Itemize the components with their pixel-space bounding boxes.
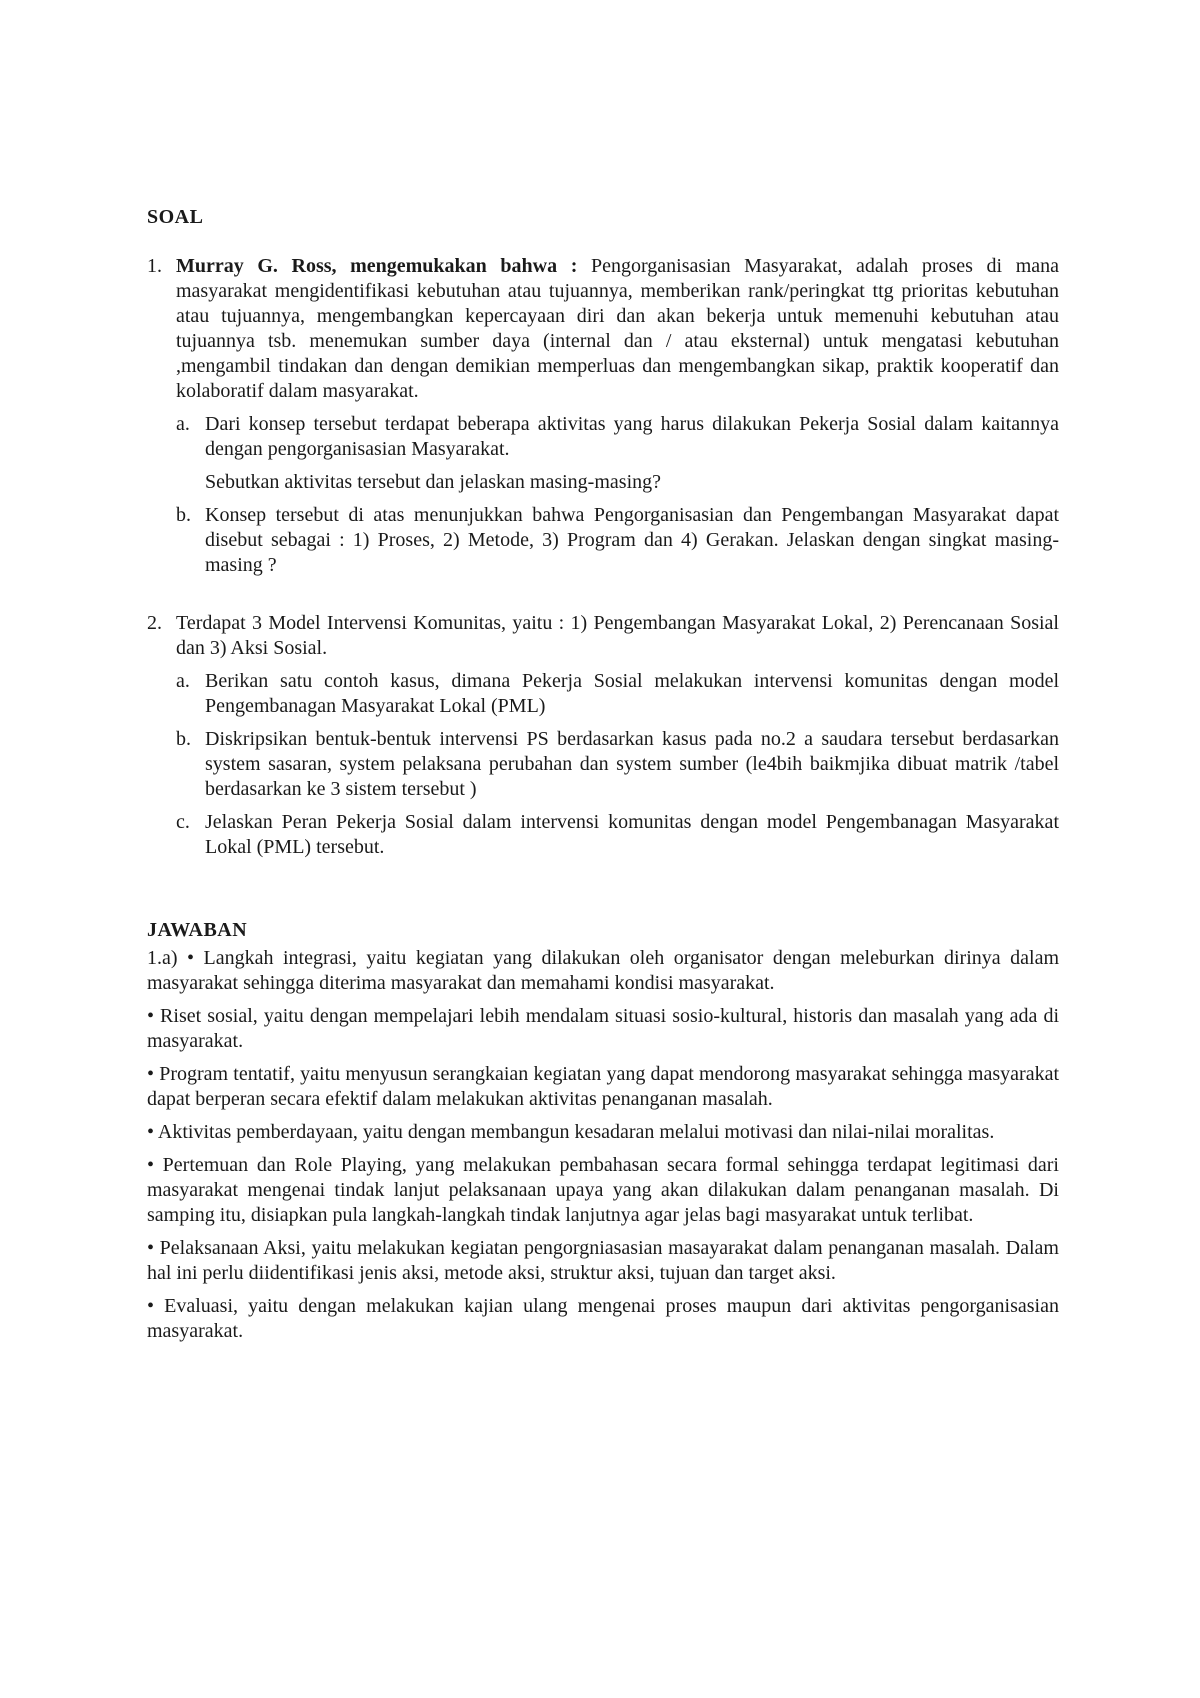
answer-item: • Riset sosial, yaitu dengan mempelajari lebih mendalam situasi sosio-kultural, historis dan masalah yang ada di masyarakat. xyxy=(147,1005,1059,1052)
question-2b xyxy=(176,727,1059,802)
answer-item: • Pertemuan dan Role Playing, yang melakukan pembahasan secara formal sehingga terdapat legitimasi dari masyarakat mengenai tindak lanjut pelaksanaan upaya yang akan dilakukan dalam penanganan masalah. Di samping itu, disiapkan pula langkah-langkah tindak lanjutnya agar jelas bagi masyarakat untuk terlibat. xyxy=(147,1154,1059,1226)
question-2a-label: a. xyxy=(176,670,190,692)
question-2c-label: c. xyxy=(176,811,190,833)
soal-heading: SOAL xyxy=(147,206,204,228)
question-1-lead: Murray G. Ross, mengemukakan bahwa : xyxy=(176,255,578,277)
question-2c-text: Jelaskan Peran Pekerja Sosial dalam intervensi komunitas dengan model Pengembanagan Masyarakat Lokal (PML) tersebut. xyxy=(205,811,1059,858)
question-1a-text2: Sebutkan aktivitas tersebut dan jelaskan masing-masing? xyxy=(205,471,661,493)
answer-item: • Pelaksanaan Aksi, yaitu melakukan kegiatan pengorgniasasian masayarakat dalam penanganan masalah. Dalam hal ini perlu diidentifikasi jenis aksi, metode aksi, struktur aksi, tujuan dan target aksi. xyxy=(147,1237,1059,1284)
question-2a-text: Berikan satu contoh kasus, dimana Pekerja Sosial melakukan intervensi komunitas dengan model Pengembanagan Masyarakat Lokal (PML) xyxy=(205,670,1059,717)
question-2-text: Terdapat 3 Model Intervensi Komunitas, yaitu : 1) Pengembangan Masyarakat Lokal, 2) Perencanaan Sosial dan 3) Aksi Sosial. xyxy=(176,612,1059,659)
question-2 xyxy=(147,611,1059,661)
question-1-text: Pengorganisasian Masyarakat, adalah proses di mana masyarakat mengidentifikasi kebutuhan atau tujuannya, memberikan rank/peringkat ttg prioritas kebutuhan atau tujuannya, mengembangkan kepercayaan diri dan akan bekerja untuk memenuhi kebutuhan atau tujuannya tsb. menemukan sumber daya (internal dan / atau eksternal) untuk mengatasi kebutuhan ,mengambil tindakan dan dengan demikian memperluas dan mengembangkan sikap, praktik kooperatif dan kolaboratif dalam masyarakat. xyxy=(176,255,1060,402)
question-2a xyxy=(176,669,1059,719)
question-1a-text: Dari konsep tersebut terdapat beberapa aktivitas yang harus dilakukan Pekerja Sosial dalam kaitannya dengan pengorganisasian Masyarakat. xyxy=(205,413,1059,460)
question-2b-label: b. xyxy=(176,728,191,750)
question-2c xyxy=(176,810,1059,860)
answer-item: 1.a) • Langkah integrasi, yaitu kegiatan yang dilakukan oleh organisator dengan meleburkan dirinya dalam masyarakat sehingga diterima masyarakat dan memahami kondisi masyarakat. xyxy=(147,947,1059,994)
question-1a-label: a. xyxy=(176,413,190,435)
question-1b-text: Konsep tersebut di atas menunjukkan bahwa Pengorganisasian dan Pengembangan Masyarakat dapat disebut sebagai : 1) Proses, 2) Metode, 3) Program dan 4) Gerakan. Jelaskan dengan singkat masing-masing ? xyxy=(205,504,1059,576)
answer-item: • Program tentatif, yaitu menyusun serangkaian kegiatan yang dapat mendorong masyarakat sehingga masyarakat dapat berperan secara efektif dalam melakukan aktivitas penanganan masalah. xyxy=(147,1063,1059,1110)
question-1-number: 1. xyxy=(147,255,162,277)
question-1a xyxy=(176,412,1059,495)
question-1b-label: b. xyxy=(176,504,191,526)
question-1b xyxy=(176,503,1059,578)
jawaban-heading: JAWABAN xyxy=(147,919,248,941)
answer-item: • Aktivitas pemberdayaan, yaitu dengan membangun kesadaran melalui motivasi dan nilai-nilai moralitas. xyxy=(147,1121,995,1143)
question-2b-text: Diskripsikan bentuk-bentuk intervensi PS berdasarkan kasus pada no.2 a saudara tersebut berdasarkan system sasaran, system pelaksana perubahan dan system sumber (le4bih baikmjika dibuat matrik /tabel berdasarkan ke 3 sistem tersebut ) xyxy=(205,728,1059,800)
answer-item: • Evaluasi, yaitu dengan melakukan kajian ulang mengenai proses maupun dari aktivitas pengorganisasian masyarakat. xyxy=(147,1295,1059,1342)
document-content xyxy=(147,205,1059,1344)
question-2-number: 2. xyxy=(147,612,162,634)
question-1 xyxy=(147,254,1059,404)
